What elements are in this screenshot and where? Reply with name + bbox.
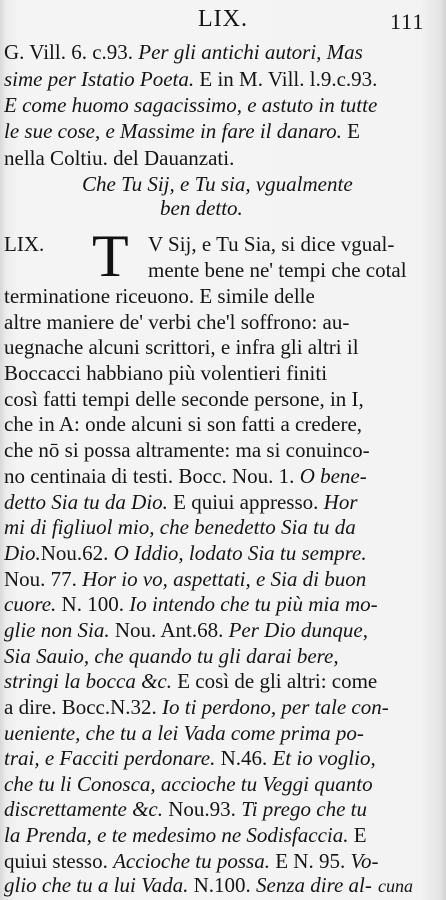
roman-text: Nou. Ant.68. (109, 618, 229, 642)
text-line (4, 67, 377, 91)
text-line (4, 412, 362, 436)
roman-text: N.100. (188, 873, 256, 897)
roman-text: Nou. 77. (4, 567, 83, 591)
italic-text: cuna (378, 876, 413, 896)
italic-text: O Iddio, lodato Sia tu sempre. (113, 541, 367, 565)
text-line (4, 797, 367, 821)
roman-text: altre maniere de' verbi che'l soffrono: au- (4, 310, 350, 334)
italic-text: Per gli antichi autori, Mas (138, 40, 363, 64)
italic-text: Et io voglio, (272, 746, 376, 770)
roman-text: E quiui appresso. (167, 490, 324, 514)
italic-text: trai, e Facciti perdonare. (4, 746, 216, 770)
italic-text: Accioche tu possa. (113, 849, 270, 873)
text-line (4, 541, 367, 565)
roman-text: uegnache alcuni scrittori, e infra gli altri il (4, 335, 359, 359)
roman-text: così fatti tempi delle seconde persone, in I, (4, 387, 364, 411)
text-line (4, 490, 358, 514)
running-head: LIX. (198, 6, 248, 32)
text-line (4, 335, 359, 359)
roman-text: che nō si possa altramente: ma si conuinco- (4, 438, 370, 462)
italic-text: ueniente, che tu a lei Vada come prima po- (4, 721, 364, 745)
italic-text: Dio. (4, 541, 41, 565)
drop-cap: T (92, 223, 129, 289)
text-line (4, 644, 339, 668)
roman-text: terminatione riceuono. E simile delle (4, 284, 315, 308)
roman-text: Nou.62. (40, 541, 114, 565)
text-line (4, 438, 370, 462)
italic-text: Hor io vo, aspettati, e Sia di buon (82, 567, 367, 591)
text-line (4, 669, 377, 693)
italic-text: Ti prego che tu (241, 797, 367, 821)
roman-text: E N. 95. (269, 849, 351, 873)
roman-text: E (341, 119, 360, 143)
roman-text: V Sij, e Tu Sia, si dice vgual- (148, 232, 395, 256)
text-line (4, 772, 373, 796)
roman-text: LIX. (4, 232, 45, 256)
page-header (0, 6, 446, 32)
italic-text: cuore. (4, 592, 57, 616)
text-line (4, 40, 363, 64)
page-number: 111 (390, 9, 425, 34)
italic-text: glio che tu a lui Vada. (4, 873, 189, 897)
italic-text: Io intendo che tu più mia mo- (129, 592, 378, 616)
italic-text: Hor (323, 490, 358, 514)
roman-text: E (348, 823, 367, 847)
italic-text: Senza dire al- (256, 873, 372, 897)
italic-text: detto Sia tu da Dio. (4, 490, 168, 514)
italic-text: mi di figliuol mio, che benedetto Sia tu da (4, 515, 356, 539)
roman-text: E in M. Vill. l.9.c.93. (194, 67, 378, 91)
text-line (4, 746, 376, 770)
italic-text: Sia Sauio, che quando tu gli darai bere, (4, 644, 339, 668)
roman-text: Nou.93. (163, 797, 242, 821)
text-line (4, 387, 364, 411)
italic-text: discrettamente &c. (4, 797, 164, 821)
text-line (4, 361, 327, 385)
text-line (4, 873, 372, 897)
text-line (4, 284, 315, 308)
italic-text: Io ti perdono, per tale con- (162, 695, 389, 719)
roman-text: quiui stesso. (4, 849, 114, 873)
text-line (378, 874, 413, 898)
roman-text: N. 100. (56, 592, 130, 616)
text-line (4, 567, 366, 591)
text-line (148, 232, 394, 256)
text-line (4, 146, 234, 170)
italic-text: glie non Sia. (4, 618, 110, 642)
italic-text: che tu li Conosca, accioche tu Veggi quanto (4, 772, 373, 796)
text-line (4, 849, 378, 873)
roman-text: no centinaia di testi. Bocc. Nou. 1. (4, 464, 300, 488)
italic-text: sime per Istatio Poeta. (4, 67, 195, 91)
roman-text: nella Coltiu. del Dauanzati. (4, 146, 235, 170)
italic-text: stringi la bocca &c. (4, 669, 172, 693)
roman-text: G. Vill. 6. c.93. (4, 40, 139, 64)
text-line (4, 310, 349, 334)
text-line (4, 592, 378, 616)
italic-text: O bene- (299, 464, 367, 488)
roman-text: N.46. (215, 746, 273, 770)
italic-text: Vo- (350, 849, 379, 873)
section-title-line-1: Che Tu Sij, e Tu sia, vgualmente (82, 172, 353, 196)
text-line (4, 93, 377, 117)
text-line (4, 721, 364, 745)
text-line (4, 232, 44, 256)
roman-text: Boccacci habbiano più volentieri finiti (4, 361, 328, 385)
roman-text: mente bene ne' tempi che cotal (148, 258, 407, 282)
text-line (4, 464, 367, 488)
roman-text: a dire. Bocc.N.32. (4, 695, 163, 719)
italic-text: Per Dio dunque, (228, 618, 368, 642)
text-line (4, 823, 367, 847)
italic-text: E come huomo sagacissimo, e astuto in tutte (4, 93, 378, 117)
text-line (4, 515, 356, 539)
text-line (4, 618, 368, 642)
italic-text: le sue cose, e Massime in fare il danaro. (4, 119, 342, 143)
text-line (4, 695, 389, 719)
text-line (148, 258, 407, 282)
roman-text: che in A: onde alcuni si son fatti a credere, (4, 412, 363, 436)
section-title-line-2: ben detto. (160, 196, 243, 220)
roman-text: E così de gli altri: come (171, 669, 378, 693)
text-line (4, 119, 360, 143)
italic-text: la Prenda, e te medesimo ne Sodisfaccia. (4, 823, 349, 847)
